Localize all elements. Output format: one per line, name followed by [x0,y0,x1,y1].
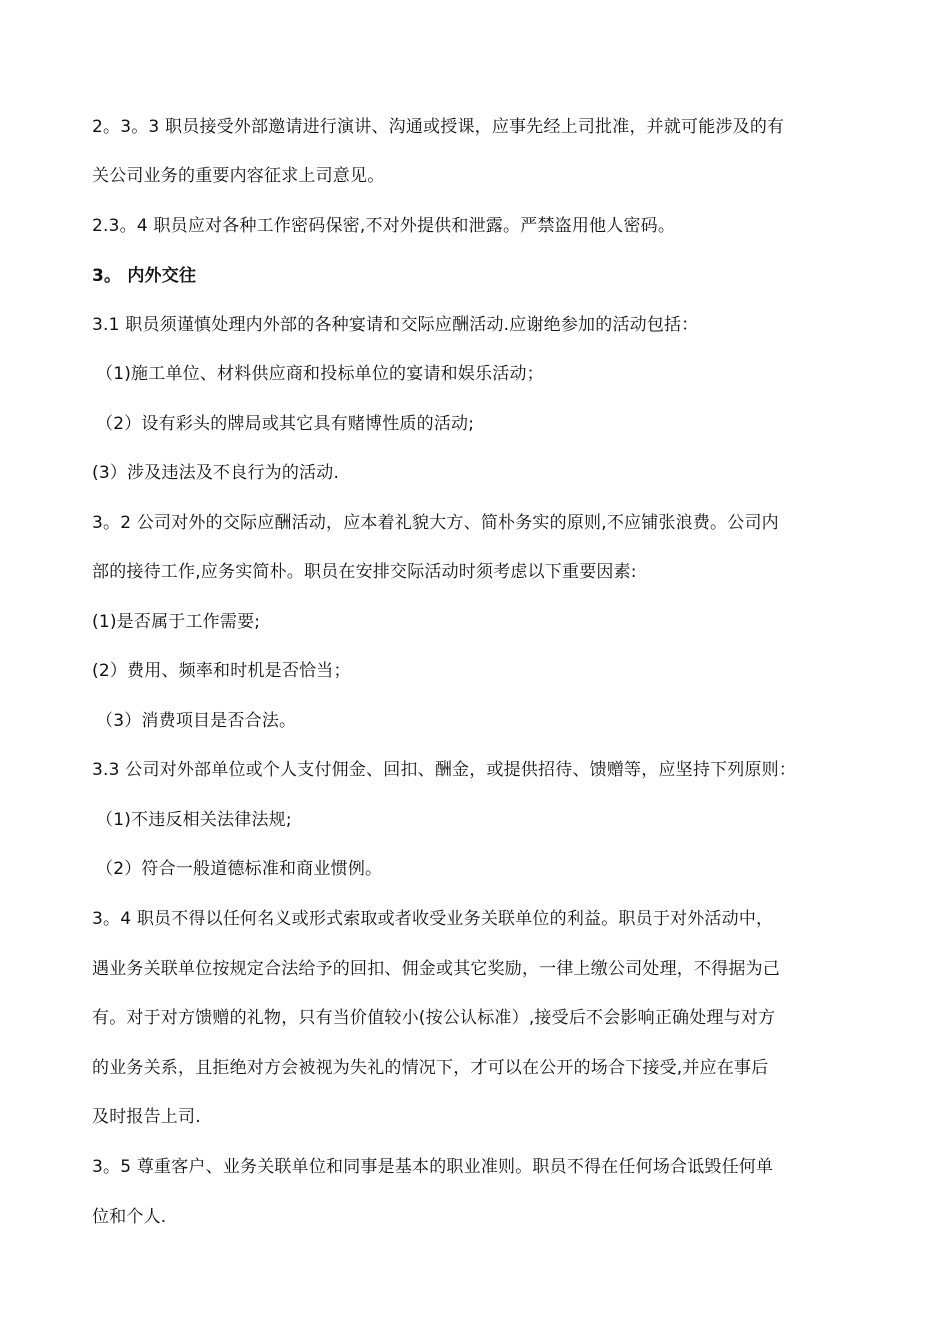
paragraph-3-5-line-1: 3。5 尊重客户、业务关联单位和同事是基本的职业准则。职员不得在任何场合诋毁任何单 [92,1157,774,1177]
paragraph-3-4-line-4: 的业务关系，且拒绝对方会被视为失礼的情况下，才可以在公开的场合下接受,并应在事后 [92,1058,769,1078]
paragraph-3-4-line-5: 及时报告上司. [92,1107,201,1127]
paragraph-3-4-line-1: 3。4 职员不得以任何名义或形式索取或者收受业务关联单位的利益。职员于对外活动中， [92,909,774,929]
list-item-3-1-2: （2）设有彩头的牌局或其它具有赌博性质的活动; [96,414,475,434]
paragraph-3-3: 3.3 公司对外部单位或个人支付佣金、回扣、酬金，或提供招待、馈赠等，应坚持下列原则： [92,760,797,780]
paragraph-3-1: 3.1 职员须谨慎处理内外部的各种宴请和交际应酬活动.应谢绝参加的活动包括： [92,315,699,335]
paragraph-3-4-line-2: 遇业务关联单位按规定合法给予的回扣、佣金或其它奖励，一律上缴公司处理，不得据为己 [92,959,780,979]
paragraph-3-2-line-1: 3。2 公司对外的交际应酬活动，应本着礼貌大方、简朴务实的原则,不应铺张浪费。公司内 [92,513,779,533]
list-item-3-2-3: （3）消费项目是否合法。 [96,711,297,731]
paragraph-2-3-3-line-1: 2。3。3 职员接受外部邀请进行演讲、沟通或授课，应事先经上司批准，并就可能涉及的有 [92,117,785,137]
list-item-3-3-2: （2）符合一般道德标准和商业惯例。 [96,859,383,879]
list-item-3-1-3: (3）涉及违法及不良行为的活动. [92,463,340,483]
paragraph-3-2-line-2: 部的接待工作,应务实简朴。职员在安排交际活动时须考虑以下重要因素: [92,562,637,582]
list-item-3-3-1: （1)不违反相关法律法规; [96,810,292,830]
paragraph-3-4-line-3: 有。对于对方馈赠的礼物，只有当价值较小(按公认标准）,接受后不会影响正确处理与对方 [92,1008,776,1028]
section-heading-3: 3。 内外交往 [92,266,197,286]
list-item-3-2-2: (2）费用、频率和时机是否恰当； [92,661,351,681]
list-item-3-2-1: (1)是否属于工作需要; [92,612,261,632]
paragraph-2-3-3-line-2: 关公司业务的重要内容征求上司意见。 [92,166,385,186]
paragraph-2-3-4: 2.3。4 职员应对各种工作密码保密,不对外提供和泄露。严禁盗用他人密码。 [92,216,676,236]
paragraph-3-5-line-2: 位和个人. [92,1207,167,1227]
list-item-3-1-1: （1)施工单位、材料供应商和投标单位的宴请和娱乐活动； [96,364,544,384]
